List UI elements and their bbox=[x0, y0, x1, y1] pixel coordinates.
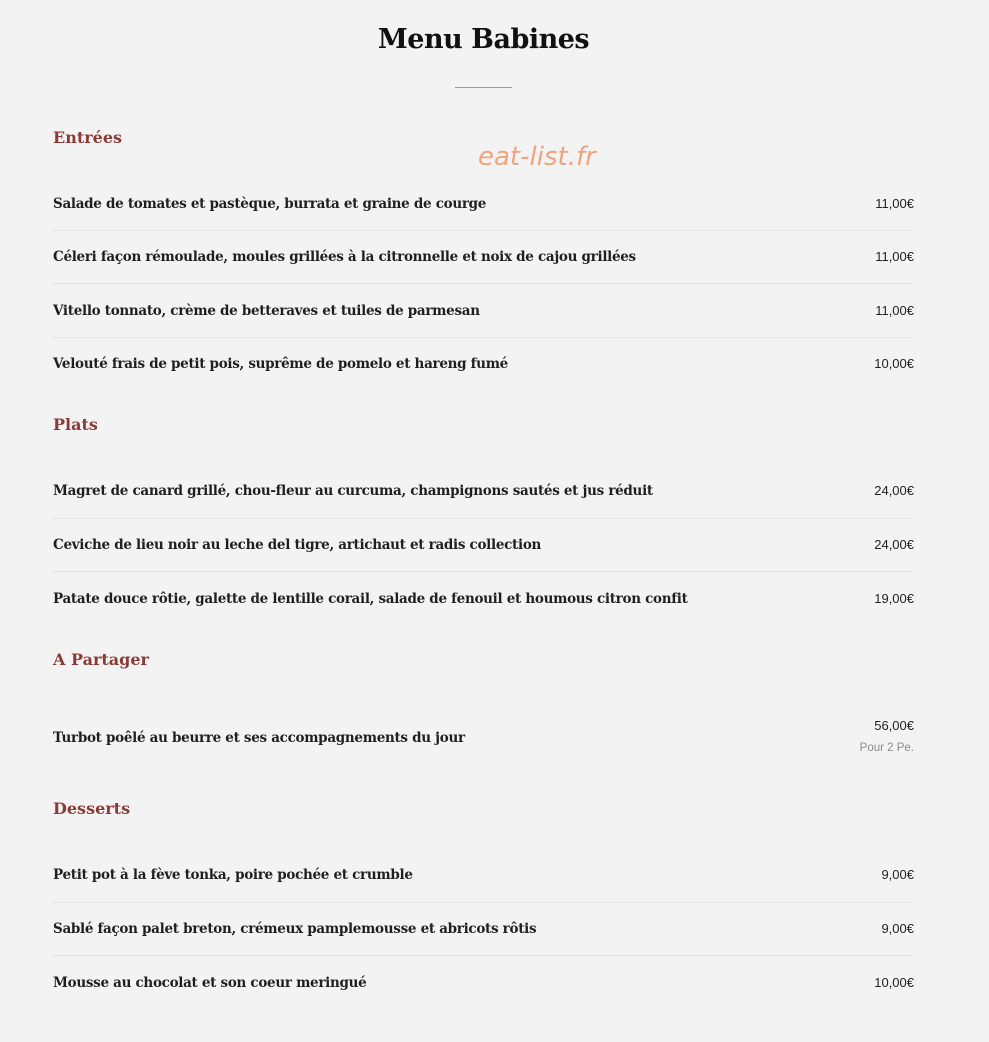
item-name: Sablé façon palet breton, crémeux pamplemousse et abricots rôtis bbox=[53, 921, 537, 937]
item-name: Vitello tonnato, crème de betteraves et tuiles de parmesan bbox=[53, 303, 480, 319]
watermark: eat-list.fr bbox=[478, 142, 596, 172]
item-price: 11,00€ bbox=[875, 303, 914, 318]
page-title: Menu Babines bbox=[377, 24, 590, 55]
section-title-plats: Plats bbox=[53, 415, 98, 434]
item-price: 19,00€ bbox=[874, 591, 914, 606]
section-title-desserts: Desserts bbox=[53, 799, 131, 818]
item-name: Mousse au chocolat et son coeur meringué bbox=[53, 975, 367, 991]
item-divider bbox=[53, 518, 914, 519]
item-name: Magret de canard grillé, chou-fleur au curcuma, champignons sautés et jus réduit bbox=[53, 483, 653, 499]
item-divider bbox=[53, 571, 914, 572]
item-name: Ceviche de lieu noir au leche del tigre, artichaut et radis collection bbox=[53, 537, 542, 553]
item-name: Salade de tomates et pastèque, burrata et graine de courge bbox=[53, 196, 487, 212]
item-name: Turbot poêlé au beurre et ses accompagnements du jour bbox=[53, 730, 465, 746]
item-divider bbox=[53, 902, 914, 903]
item-price: 9,00€ bbox=[881, 921, 914, 936]
item-name: Velouté frais de petit pois, suprême de pomelo et hareng fumé bbox=[53, 356, 508, 372]
item-price: 9,00€ bbox=[881, 867, 914, 882]
section-title-a-partager: A Partager bbox=[53, 650, 149, 669]
item-note: Pour 2 Pe. bbox=[859, 742, 914, 754]
item-name: Patate douce rôtie, galette de lentille corail, salade de fenouil et houmous citron confit bbox=[53, 591, 688, 607]
item-price: 10,00€ bbox=[874, 975, 914, 990]
item-price: 56,00€ bbox=[874, 718, 914, 733]
item-divider bbox=[53, 955, 914, 956]
item-name: Petit pot à la fève tonka, poire pochée et crumble bbox=[53, 867, 413, 883]
item-price: 11,00€ bbox=[875, 249, 914, 264]
item-divider bbox=[53, 337, 914, 338]
item-name: Céleri façon rémoulade, moules grillées à la citronnelle et noix de cajou grillées bbox=[53, 249, 636, 265]
item-price: 11,00€ bbox=[875, 196, 914, 211]
item-price: 24,00€ bbox=[874, 537, 914, 552]
item-divider bbox=[53, 283, 914, 284]
item-price: 24,00€ bbox=[874, 483, 914, 498]
section-title-entrees: Entrées bbox=[53, 128, 123, 147]
title-divider bbox=[455, 87, 512, 88]
item-divider bbox=[53, 230, 914, 231]
item-price: 10,00€ bbox=[874, 356, 914, 371]
